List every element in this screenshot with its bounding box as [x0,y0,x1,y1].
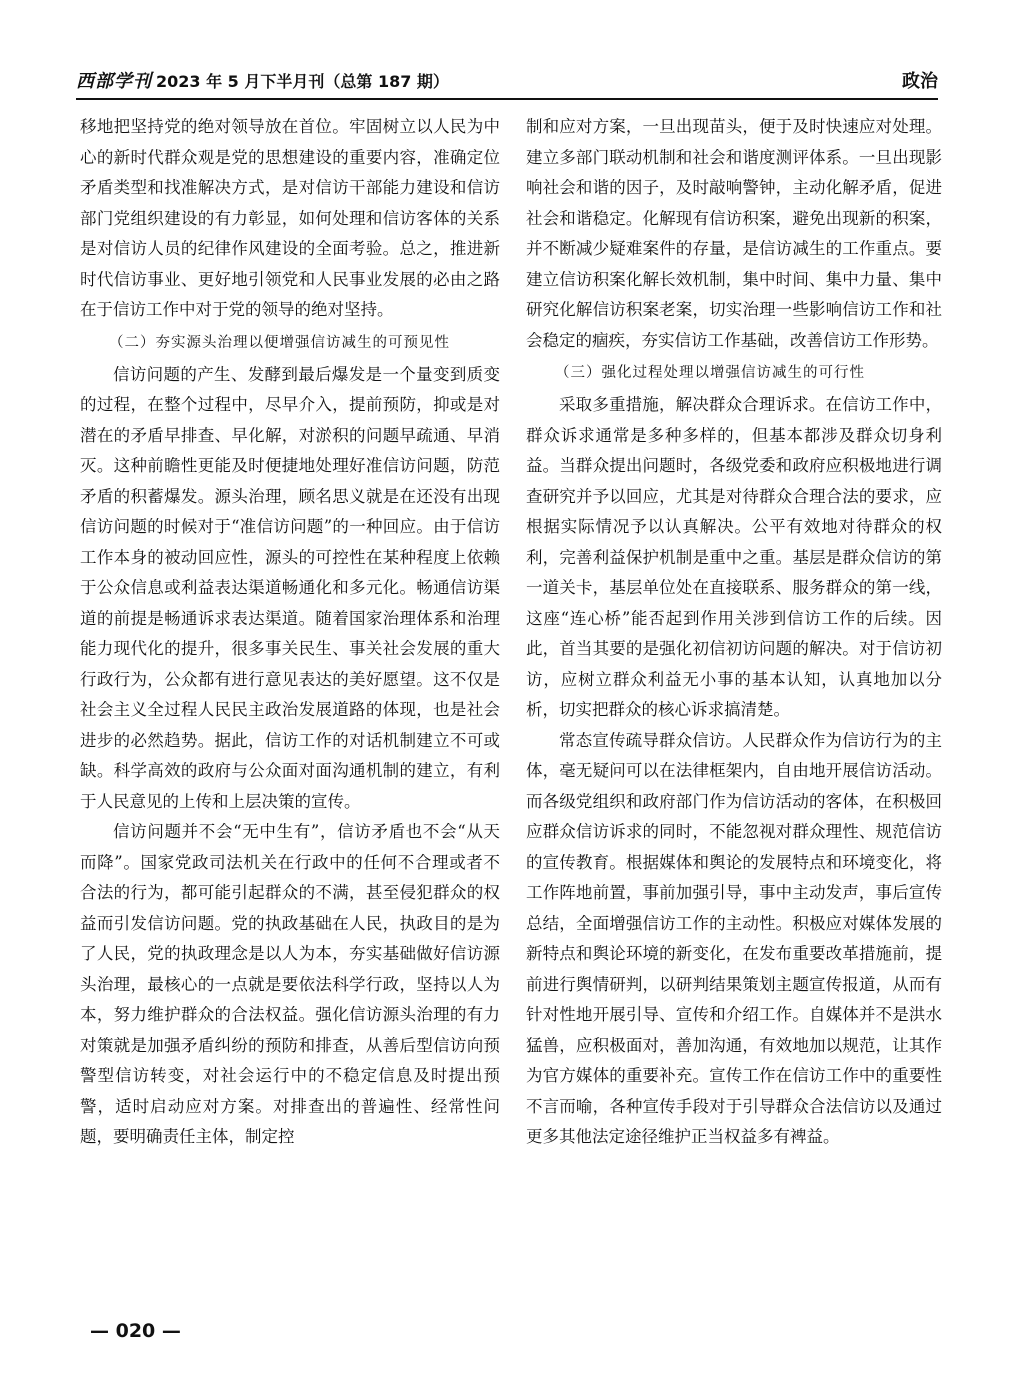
subheading-2: （二）夯实源头治理以便增强信访减生的可预见性 [109,334,450,351]
right-paragraph-2: 采取多重措施，解决群众合理诉求。在信访工作中，群众诉求通常是多种多样的，但基本都涉及群众切身利益。当群众提出问题时，各级党委和政府应积极地进行调查研究并予以回应，尤其是对待群众合理合法的要求，应根据实际情况予以认真解决。公平有效地对待群众的权利，完善利益保护机制是重中之重。基层是群众信访的第一道关卡，基层单位处在直接联系、服务群众的第一线，这座“连心桥”能否起到作用关涉到信访工作的后续。因此，首当其要的是强化初信初访问题的解决。对于信访初访，应树立群众利益无小事的基本认知，认真地加以分析，切实把群众的核心诉求搞清楚。 [526,395,942,719]
page-header [76,62,938,100]
journal-issue-line [76,67,449,93]
left-paragraph-3: 信访问题并不会“无中生有”，信访矛盾也不会“从天而降”。国家党政司法机关在行政中的任何不合理或者不合法的行为，都可能引起群众的不满，甚至侵犯群众的权益而引发信访问题。党的执政基础在人民，执政目的是为了人民，党的执政理念是以人为本，夯实基础做好信访源头治理，最核心的一点就是要依法科学行政，坚持以人为本，努力维护群众的合法权益。强化信访源头治理的有力对策就是加强矛盾纠纷的预防和排查，从善后型信访向预警型信访转变，对社会运行中的不稳定信息及时提出预警，适时启动应对方案。对排查出的普遍性、经常性问题，要明确责任主体，制定控 [80,822,500,1146]
issue-info: 2023 年 5 月下半月刊（总第 187 期） [156,72,449,91]
left-column [80,112,500,1302]
right-paragraph-1: 制和应对方案，一旦出现苗头，便于及时快速应对处理。建立多部门联动机制和社会和谐度测评体系。一旦出现影响社会和谐的因子，及时敲响警钟，主动化解矛盾，促进社会和谐稳定。化解现有信访积案，避免出现新的积案，并不断减少疑难案件的存量，是信访减生的工作重点。要建立信访积案化解长效机制，集中时间、集中力量、集中研究化解信访积案老案，切实治理一些影响信访工作和社会稳定的痼疾，夯实信访工作基础，改善信访工作形势。 [526,117,942,350]
right-paragraph-3: 常态宣传疏导群众信访。人民群众作为信访行为的主体，毫无疑问可以在法律框架内，自由地开展信访活动。而各级党组织和政府部门作为信访活动的客体，在积极回应群众信访诉求的同时，不能忽视对群众理性、规范信访的宣传教育。根据媒体和舆论的发展特点和环境变化，将工作阵地前置，事前加强引导，事中主动发声，事后宣传总结，全面增强信访工作的主动性。积极应对媒体发展的新特点和舆论环境的新变化，在发布重要改革措施前，提前进行舆情研判，以研判结果策划主题宣传报道，从而有针对性地开展引导、宣传和介绍工作。自媒体并不是洪水猛兽，应积极面对，善加沟通，有效地加以规范，让其作为官方媒体的重要补充。宣传工作在信访工作中的重要性不言而喻，各种宣传手段对于引导群众合法信访以及通过更多其他法定途径维护正当权益多有裨益。 [526,730,942,1146]
page-number: — 020 — [90,1320,181,1342]
subheading-3: （三）强化过程处理以增强信访减生的可行性 [555,365,865,381]
left-paragraph-1: 移地把坚持党的绝对领导放在首位。牢固树立以人民为中心的新时代群众观是党的思想建设的重要内容，准确定位矛盾类型和找准解决方式，是对信访干部能力建设和信访部门党组织建设的有力彰显，如何处理和信访客体的关系是对信访人员的纪律作风建设的全面考验。总之，推进新时代信访事业、更好地引领党和人民事业发展的必由之路在于信访工作中对于党的领导的绝对坚持。 [80,117,500,319]
right-column [526,112,942,1302]
left-paragraph-2: 信访问题的产生、发酵到最后爆发是一个量变到质变的过程，在整个过程中，尽早介入，提前预防，抑或是对潜在的矛盾早排查、早化解，对淤积的问题早疏通、早消灭。这种前瞻性更能及时便捷地处理好准信访问题，防范矛盾的积蓄爆发。源头治理，顾名思义就是在还没有出现信访问题的时候对于“准信访问题”的一种回应。由于信访工作本身的被动回应性，源头的可控性在某种程度上依赖于公众信息或利益表达渠道畅通化和多元化。畅通信访渠道的前提是畅通诉求表达渠道。随着国家治理体系和治理能力现代化的提升，很多事关民生、事关社会发展的重大行政行为，公众都有进行意见表达的美好愿望。这不仅是社会主义全过程人民民主政治发展道路的体现，也是社会进步的必然趋势。据此，信访工作的对话机制建立不可或缺。科学高效的政府与公众面对面沟通机制的建立，有利于人民意见的上传和上层决策的宣传。 [80,364,500,811]
section-label: 政治 [902,71,938,92]
journal-name: 西部学刊 [76,71,152,92]
